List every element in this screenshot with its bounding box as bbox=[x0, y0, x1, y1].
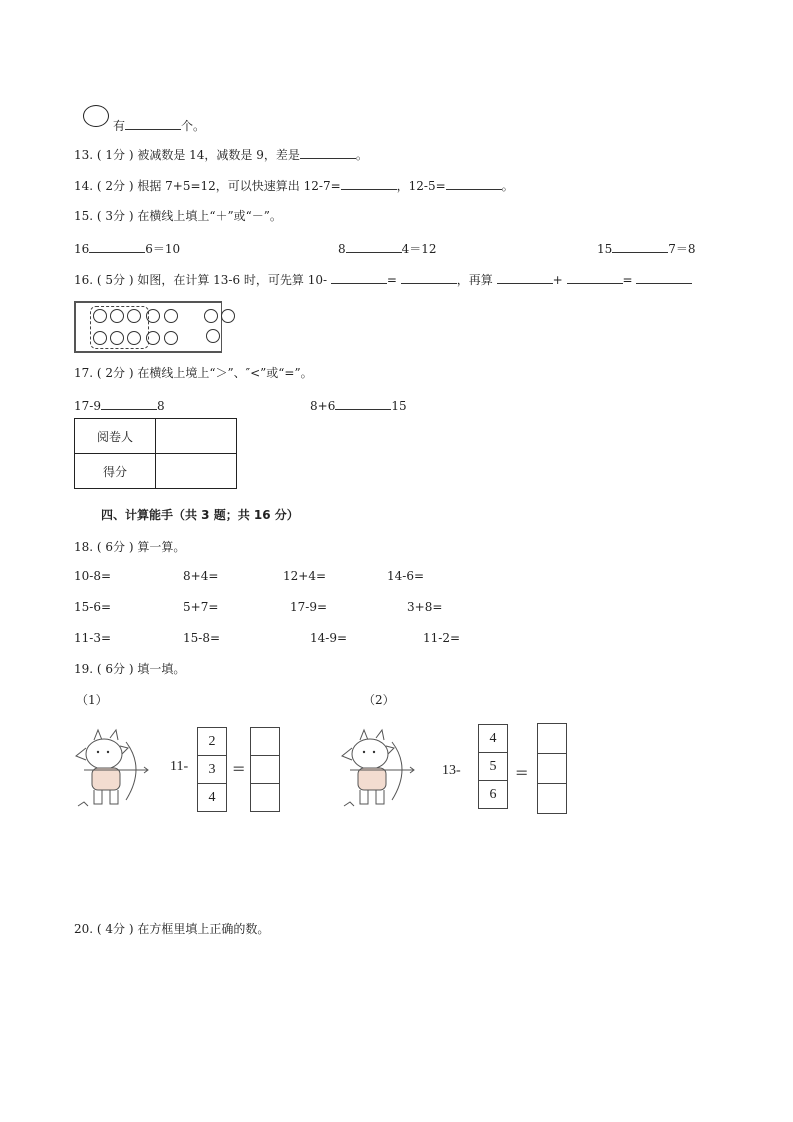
answer-blank[interactable] bbox=[331, 271, 387, 284]
answer-blank[interactable] bbox=[567, 271, 623, 284]
q19-part-2-prefix: 13- bbox=[442, 763, 461, 778]
answer-blank[interactable] bbox=[89, 240, 145, 253]
table-row bbox=[75, 419, 237, 454]
calc-item: 15-6= bbox=[74, 600, 112, 614]
answer-blank[interactable] bbox=[335, 397, 391, 410]
cow-archer-icon bbox=[74, 728, 152, 812]
answer-blank[interactable] bbox=[612, 240, 668, 253]
calc-item: 14-9= bbox=[310, 631, 348, 645]
score-value-cell[interactable] bbox=[156, 454, 237, 489]
dot-icon bbox=[110, 331, 124, 345]
q17-item-2 bbox=[310, 397, 407, 414]
q19-part-2-equals: = bbox=[515, 763, 529, 782]
dot-icon bbox=[146, 331, 160, 345]
question-13 bbox=[74, 146, 368, 163]
q15-right: 4＝12 bbox=[401, 242, 437, 256]
number-cell: 4 bbox=[479, 725, 507, 753]
q13-text: 13. ( 1分 ) 被减数是 14，减数是 9，差是 bbox=[74, 148, 300, 162]
answer-box[interactable] bbox=[538, 754, 566, 784]
dot-icon bbox=[127, 331, 141, 345]
q14-mid: ，12-5= bbox=[396, 179, 446, 193]
dot-icon bbox=[146, 309, 160, 323]
table-row bbox=[75, 454, 237, 489]
dot-icon bbox=[206, 329, 220, 343]
q19-part-1-equals: = bbox=[232, 759, 246, 778]
q19-part-2-answer-column bbox=[537, 723, 567, 814]
number-cell: 2 bbox=[198, 728, 226, 756]
dot-icon bbox=[164, 331, 178, 345]
question-15: 15. ( 3分 ) 在横线上填上“＋”或“－”。 bbox=[74, 209, 282, 223]
q13-end: 。 bbox=[355, 148, 368, 162]
dot-icon bbox=[93, 309, 107, 323]
calc-item: 10-8= bbox=[74, 569, 112, 583]
q17-left: 8+6 bbox=[310, 399, 336, 413]
answer-blank[interactable] bbox=[446, 177, 502, 190]
answer-blank[interactable] bbox=[401, 271, 457, 284]
answer-blank[interactable] bbox=[346, 240, 402, 253]
q19-part-1-label: （1） bbox=[76, 693, 108, 707]
q19-part-1-prefix: 11- bbox=[170, 759, 189, 774]
question-18: 18. ( 6分 ) 算一算。 bbox=[74, 540, 186, 554]
grader-value-cell[interactable] bbox=[156, 419, 237, 454]
number-cell: 5 bbox=[479, 753, 507, 781]
calc-item: 15-8= bbox=[183, 631, 221, 645]
dot-icon bbox=[127, 309, 141, 323]
section-4-title: 四、计算能手（共 3 题；共 16 分） bbox=[101, 508, 299, 522]
answer-box[interactable] bbox=[251, 784, 279, 811]
grader-score-table bbox=[74, 418, 237, 489]
q17-item-1 bbox=[74, 397, 165, 414]
calc-item: 5+7= bbox=[183, 600, 219, 614]
q17-right: 15 bbox=[391, 399, 407, 413]
q16-mid: ，再算 bbox=[456, 273, 493, 287]
q14-end: 。 bbox=[501, 179, 514, 193]
q19-part-1-number-column bbox=[197, 727, 227, 812]
question-16 bbox=[74, 271, 692, 288]
dot-icon bbox=[221, 309, 235, 323]
answer-blank[interactable] bbox=[636, 271, 692, 284]
dot-icon bbox=[204, 309, 218, 323]
number-cell: 4 bbox=[208, 790, 216, 805]
q15-right: 7＝8 bbox=[668, 242, 696, 256]
q14-text: 14. ( 2分 ) 根据 7+5=12，可以快速算出 12-7= bbox=[74, 179, 341, 193]
q15-left: 8 bbox=[338, 242, 346, 256]
calc-item: 12+4= bbox=[283, 569, 327, 583]
number-cell: 6 bbox=[489, 787, 497, 802]
dot-icon bbox=[110, 309, 124, 323]
grader-label: 阅卷人 bbox=[75, 419, 156, 454]
counting-dots-figure bbox=[74, 301, 222, 353]
answer-box[interactable] bbox=[251, 756, 279, 784]
question-14 bbox=[74, 177, 514, 194]
answer-box[interactable] bbox=[538, 724, 566, 754]
q12-prefix: 有 bbox=[113, 119, 126, 133]
q16-text: 16. ( 5分 ) 如图，在计算 13-6 时，可先算 10- bbox=[74, 273, 328, 287]
answer-box[interactable] bbox=[538, 784, 566, 813]
q16-eq: = bbox=[386, 273, 397, 287]
q15-item-2 bbox=[338, 240, 437, 257]
q19-part-2-label: （2） bbox=[363, 693, 395, 707]
cow-archer-icon bbox=[340, 728, 418, 812]
number-cell: 3 bbox=[198, 756, 226, 784]
dot-icon bbox=[93, 331, 107, 345]
q12-tail bbox=[113, 117, 205, 134]
answer-box[interactable] bbox=[251, 728, 279, 756]
q17-right: 8 bbox=[156, 399, 165, 413]
calc-item: 3+8= bbox=[407, 600, 443, 614]
score-label: 得分 bbox=[75, 454, 156, 489]
answer-blank[interactable] bbox=[101, 397, 157, 410]
q16-eq2: = bbox=[622, 273, 633, 287]
circle-shape-icon bbox=[83, 105, 109, 127]
q15-left: 15 bbox=[597, 242, 613, 256]
q17-left: 17-9 bbox=[74, 399, 101, 413]
calc-item: 8+4= bbox=[183, 569, 219, 583]
q19-part-2-number-column bbox=[478, 724, 508, 809]
dot-icon bbox=[164, 309, 178, 323]
calc-item: 11-3= bbox=[74, 631, 112, 645]
calc-item: 14-6= bbox=[387, 569, 425, 583]
question-20: 20. ( 4分 ) 在方框里填上正确的数。 bbox=[74, 922, 270, 936]
calc-item: 17-9= bbox=[290, 600, 328, 614]
answer-blank[interactable] bbox=[300, 146, 356, 159]
answer-blank[interactable] bbox=[341, 177, 397, 190]
q12-suffix: 个。 bbox=[181, 119, 206, 133]
q15-left: 16 bbox=[74, 242, 90, 256]
answer-blank[interactable] bbox=[125, 117, 181, 130]
question-17: 17. ( 2分 ) 在横线上境上“＞”、″<”或“=”。 bbox=[74, 366, 313, 380]
q19-part-1-answer-column bbox=[250, 727, 280, 812]
calc-item: 11-2= bbox=[423, 631, 461, 645]
q15-item-1 bbox=[74, 240, 180, 257]
question-19: 19. ( 6分 ) 填一填。 bbox=[74, 662, 186, 676]
q15-right: 6＝10 bbox=[145, 242, 181, 256]
q15-item-3 bbox=[597, 240, 696, 257]
answer-blank[interactable] bbox=[497, 271, 553, 284]
q16-plus: + bbox=[552, 273, 563, 287]
